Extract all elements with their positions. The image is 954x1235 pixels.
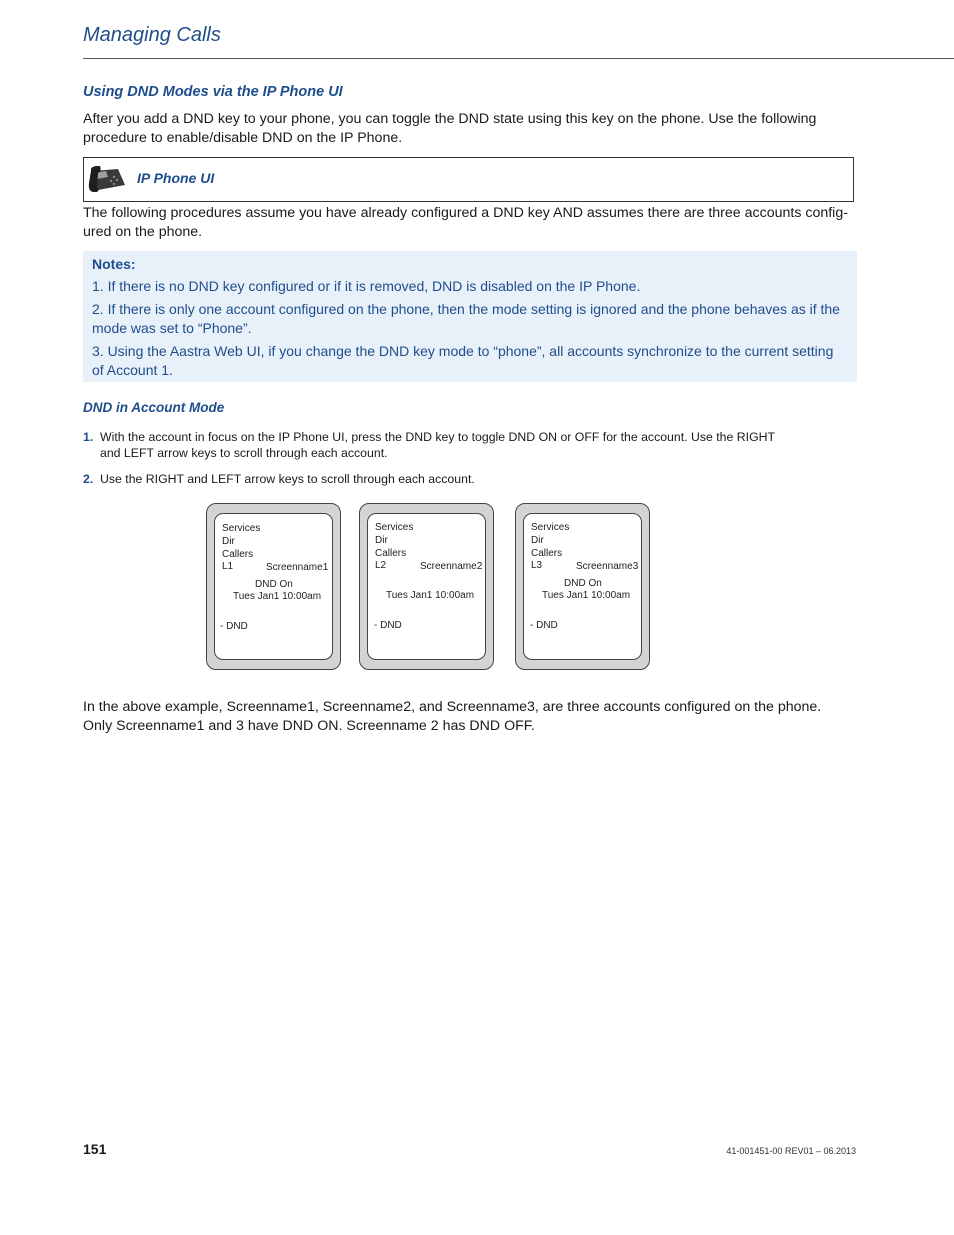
step-text: With the account in focus on the IP Phone UI, press the DND key to toggle DND ON or OFF for the account. Use the RIGHT and LEFT arrow keys to scroll through each account. [100,430,775,460]
menu-item-dir: Dir [531,535,544,546]
menu-item-callers: Callers [222,549,254,560]
dnd-softkey: - DND [374,620,402,631]
menu-item-dir: Dir [375,535,388,546]
date-time: Tues Jan1 10:00am [542,590,631,601]
date-time: Tues Jan1 10:00am [386,590,475,601]
note-item: 1. If there is no DND key configured or if it is removed, DND is disabled on the IP Phone. [92,278,641,294]
screenname: Screenname1 [266,562,329,573]
section-title: Using DND Modes via the IP Phone UI [83,84,343,100]
menu-item-services: Services [222,523,261,534]
menu-item-services: Services [375,522,414,533]
dnd-status: DND On [255,579,293,590]
desk-phone-icon [88,165,128,193]
step-text: Use the RIGHT and LEFT arrow keys to scroll through each account. [100,472,475,486]
date-time: Tues Jan1 10:00am [233,591,322,602]
dnd-softkey: - DND [530,620,558,631]
document-id: 41-001451-00 REV01 – 06.2013 [726,1146,856,1156]
line-indicator: L2 [375,560,387,571]
procedure-step [83,471,783,487]
step-number: 1. [83,430,94,444]
note-item: 3. Using the Aastra Web UI, if you change the DND key mode to “phone”, all accounts synchronize to the current setting of Account 1. [92,343,834,378]
page-header-title: Managing Calls [83,24,221,46]
notes-box [83,251,857,382]
phone-screen [214,513,333,660]
subsection-title: DND in Account Mode [83,400,225,415]
line-indicator: L1 [222,561,234,572]
menu-item-callers: Callers [531,548,563,559]
note-item: 2. If there is only one account configured on the phone, then the mode setting is ignored and the phone behaves as if the mode was set to “Phone”. [92,301,840,336]
header-divider [83,58,954,59]
screenname: Screenname3 [576,561,639,572]
intro-paragraph: After you add a DND key to your phone, you can toggle the DND state using this key on the phone. Use the following procedure to enable/disable DND on the IP Phone. [83,111,817,146]
menu-item-services: Services [531,522,570,533]
phone-display-figure [515,503,650,670]
closing-paragraph: In the above example, Screenname1, Screenname2, and Screenname3, are three accounts configured on the phone. Only Screenname1 and 3 have DND ON. Screenname 2 has DND OFF. [83,699,822,734]
dnd-status: DND On [564,578,602,589]
phone-screen [523,513,642,660]
menu-item-callers: Callers [375,548,407,559]
dnd-softkey: - DND [220,621,248,632]
ip-phone-ui-box [83,157,854,202]
line-indicator: L3 [531,560,543,571]
procedure-step [83,429,783,461]
menu-item-dir: Dir [222,536,235,547]
ip-phone-ui-label: IP Phone UI [137,170,215,186]
phone-display-figure [359,503,494,670]
step-number: 2. [83,472,94,486]
assumption-paragraph: The following procedures assume you have already configured a DND key AND assumes there are three accounts config-ured on the phone. [83,205,848,240]
screenname: Screenname2 [420,561,483,572]
phone-display-figure [206,503,341,670]
notes-title: Notes: [92,256,136,272]
phone-screen [367,513,486,660]
page-number: 151 [83,1141,107,1157]
